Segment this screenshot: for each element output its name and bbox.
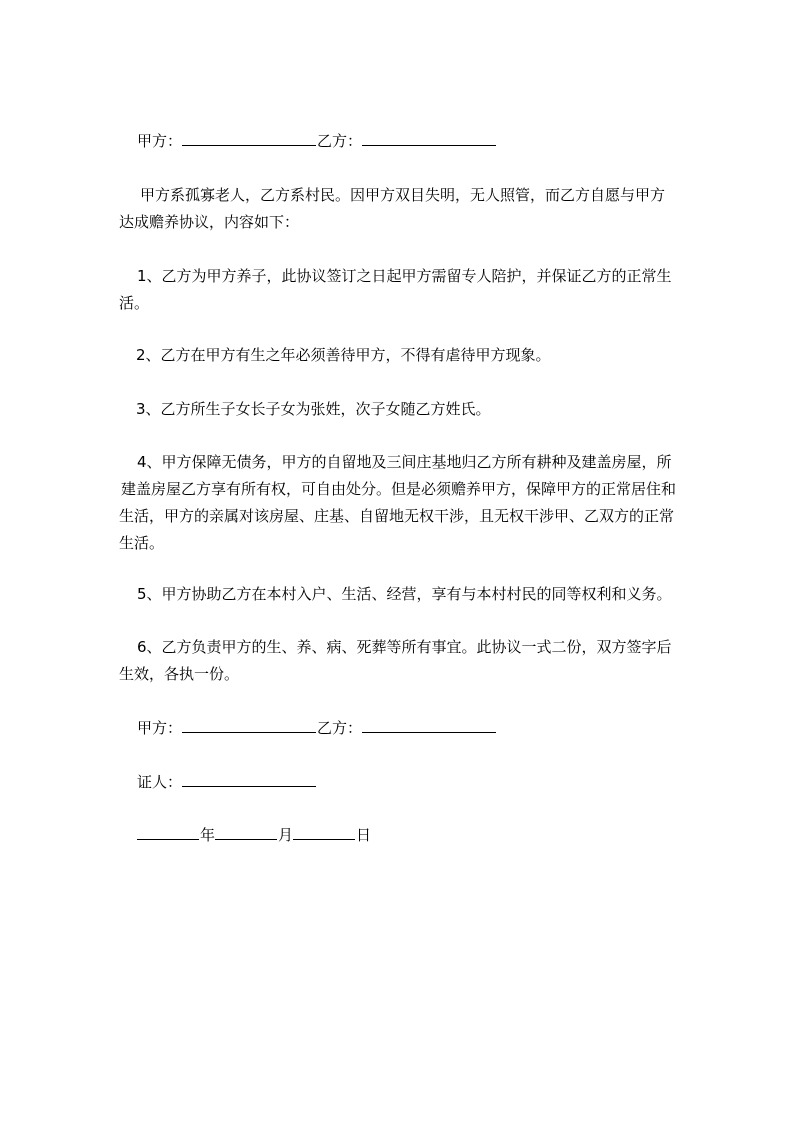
day-blank[interactable]: [293, 825, 355, 840]
witness-line: [137, 772, 317, 792]
clause-6-line-2: 生效，各执一份。: [119, 665, 240, 683]
party-b-blank[interactable]: [362, 131, 496, 146]
clause-4-line-4: 生活。: [119, 534, 165, 552]
party-b-label: 乙方：: [317, 132, 363, 150]
month-blank[interactable]: [215, 825, 277, 840]
signature-party-a-label: 甲方：: [137, 719, 183, 737]
clause-1-line-2: 活。: [119, 294, 150, 312]
clause-3-line-1: 3、乙方所生子女长子女为张姓，次子女随乙方姓氏。: [136, 400, 491, 418]
intro-line-2: 达成赡养协议，内容如下：: [119, 213, 300, 231]
intro-line-1: 甲方系孤寡老人，乙方系村民。因甲方双目失明，无人照管，而乙方自愿与甲方: [140, 186, 666, 204]
signature-party-b-blank[interactable]: [362, 718, 496, 733]
signature-party-a-blank[interactable]: [182, 718, 316, 733]
parties-top-line: [137, 131, 497, 151]
signature-parties-line: [137, 718, 497, 738]
clause-1-line-1: 1、乙方为甲方养子，此协议签订之日起甲方需留专人陪护，并保证乙方的正常生: [137, 267, 672, 285]
party-a-blank[interactable]: [182, 131, 316, 146]
date-line: [137, 825, 371, 845]
witness-label: 证人：: [137, 773, 183, 791]
year-label: 年: [200, 826, 216, 844]
clause-4-line-1: 4、甲方保障无债务，甲方的自留地及三间庄基地归乙方所有耕种及建盖房屋，所: [137, 453, 672, 471]
clause-6-line-1: 6、乙方负责甲方的生、养、病、死葬等所有事宜。此协议一式二份，双方签字后: [137, 638, 672, 656]
month-label: 月: [278, 826, 294, 844]
day-label: 日: [356, 826, 372, 844]
clause-5-line-1: 5、甲方协助乙方在本村入户、生活、经营，享有与本村村民的同等权利和义务。: [137, 585, 672, 603]
year-blank[interactable]: [137, 825, 199, 840]
witness-blank[interactable]: [182, 772, 316, 787]
clause-2-line-1: 2、乙方在甲方有生之年必须善待甲方，不得有虐待甲方现象。: [136, 346, 551, 364]
party-a-label: 甲方：: [137, 132, 183, 150]
clause-4-line-2: 建盖房屋乙方享有所有权，可自由处分。但是必须赡养甲方，保障甲方的正常居住和: [121, 480, 677, 498]
clause-4-line-3: 生活，甲方的亲属对该房屋、庄基、自留地无权干涉，且无权干涉甲、乙双方的正常: [119, 507, 675, 525]
signature-party-b-label: 乙方：: [317, 719, 363, 737]
